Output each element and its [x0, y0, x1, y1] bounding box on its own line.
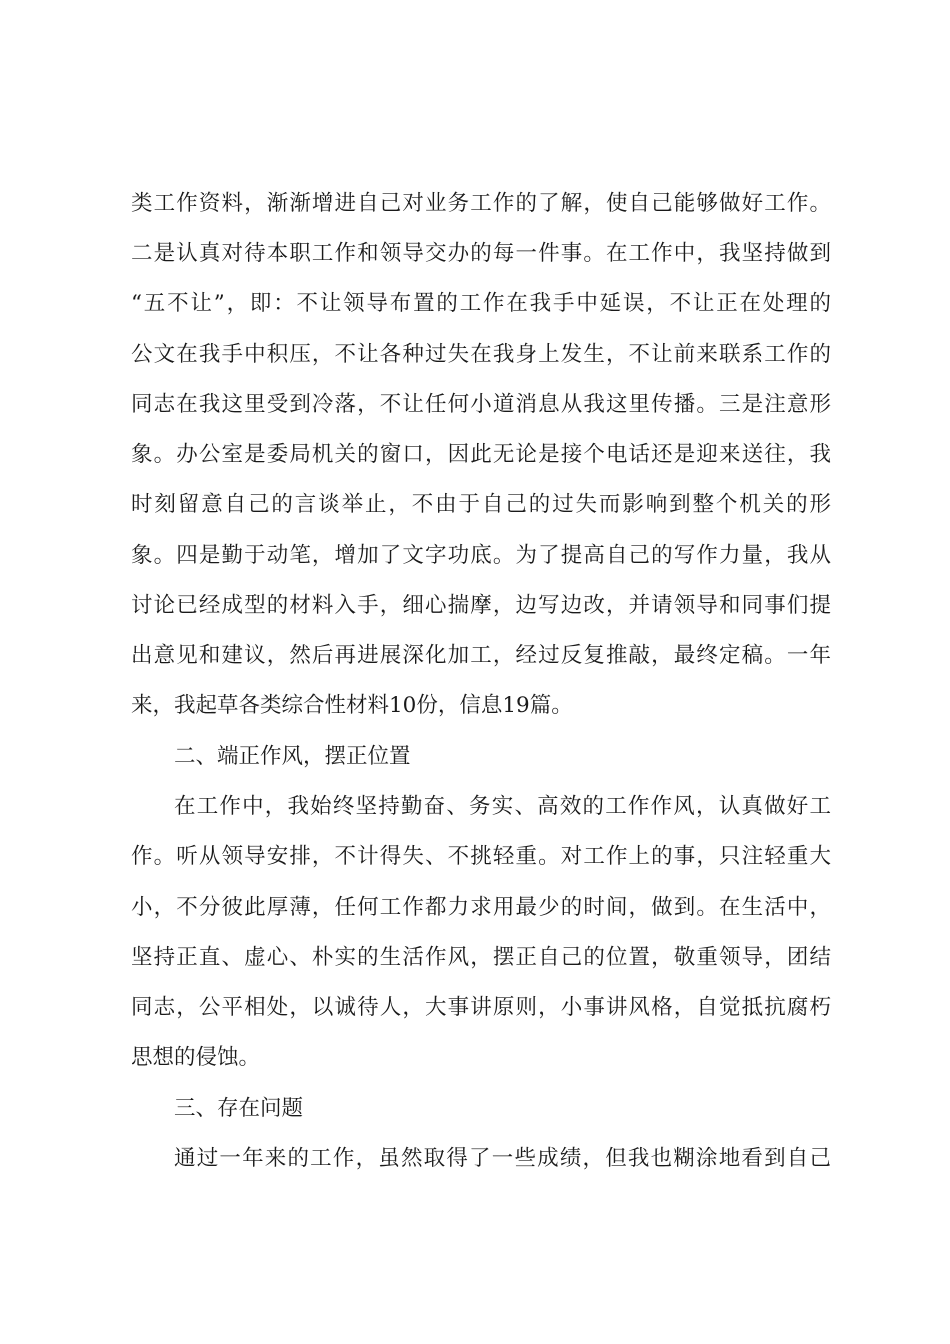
text-line: 思想的侵蚀。 — [131, 1045, 261, 1070]
text-line: 同志，公平相处，以诚待人，大事讲原则，小事讲风格，自觉抵抗腐朽 — [131, 995, 831, 1020]
text-line: “五不让”，即：不让领导布置的工作在我手中延误，不让正在处理的 — [131, 291, 831, 316]
text-line: 二是认真对待本职工作和领导交办的每一件事。在工作中，我坚持做到 — [131, 241, 831, 266]
text-line: 出意见和建议，然后再进展深化加工，经过反复推敲，最终定稿。一年 — [131, 643, 831, 668]
text-line: 公文在我手中积压，不让各种过失在我身上发生，不让前来联系工作的 — [131, 342, 831, 367]
text-line: 同志在我这里受到冷落，不让任何小道消息从我这里传播。三是注意形 — [131, 392, 831, 417]
text-line: 作。听从领导安排，不计得失、不挑轻重。对工作上的事，只注轻重大 — [131, 844, 831, 869]
text-line: 在工作中，我始终坚持勤奋、务实、高效的工作作风，认真做好工 — [174, 794, 831, 819]
text-line: 象。四是勤于动笔，增加了文字功底。为了提高自己的写作力量，我从 — [131, 543, 831, 568]
text-line: 坚持正直、虚心、朴实的生活作风，摆正自己的位置，敬重领导，团结 — [131, 945, 831, 970]
text-line: 通过一年来的工作，虽然取得了一些成绩，但我也糊涂地看到自己 — [174, 1146, 831, 1171]
text-line: 时刻留意自己的言谈举止，不由于自己的过失而影响到整个机关的形 — [131, 492, 831, 517]
section-heading: 二、端正作风，摆正位置 — [174, 744, 411, 769]
text-line: 类工作资料，渐渐增进自己对业务工作的了解，使自己能够做好工作。 — [131, 191, 831, 216]
text-line: 小，不分彼此厚薄，任何工作都力求用最少的时间，做到。在生活中， — [131, 895, 831, 920]
text-line: 象。办公室是委局机关的窗口，因此无论是接个电话还是迎来送往，我 — [131, 442, 831, 467]
text-line: 来，我起草各类综合性材料10份，信息19篇。 — [131, 693, 573, 718]
section-heading: 三、存在问题 — [174, 1096, 304, 1121]
text-line: 讨论已经成型的材料入手，细心揣摩，边写边改，并请领导和同事们提 — [131, 593, 831, 618]
